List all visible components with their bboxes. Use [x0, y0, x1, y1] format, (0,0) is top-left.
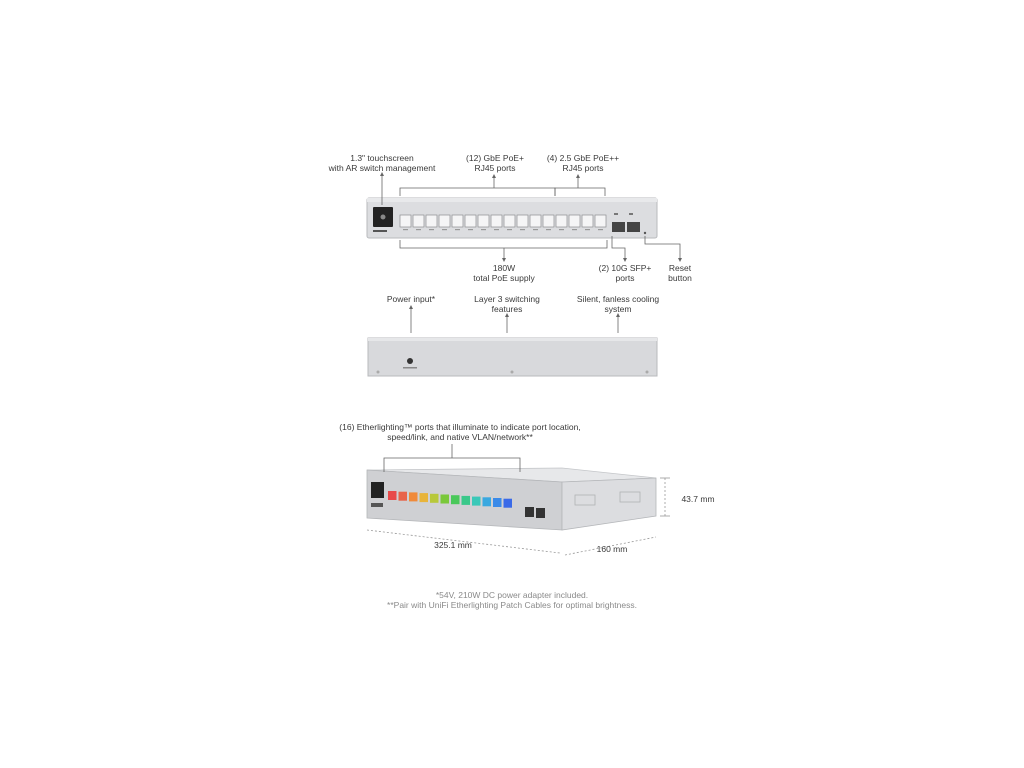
gbe-ports-label: (12) GbE PoE+ RJ45 ports [466, 153, 524, 173]
front-rj45-port [517, 215, 528, 227]
reset-pinhole [644, 232, 646, 234]
front-port-led [598, 229, 603, 230]
iso-etherlighting-port [462, 496, 471, 505]
front-port-led [468, 229, 473, 230]
front-port-led [585, 229, 590, 230]
front-rj45-port [504, 215, 515, 227]
front-rj45-port [582, 215, 593, 227]
iso-etherlighting-port [399, 492, 408, 501]
front-rj45-port [413, 215, 424, 227]
front-port-led [455, 229, 460, 230]
iso-etherlighting-port [451, 495, 460, 504]
iso-etherlighting-port [409, 492, 418, 501]
reset-button-label: Reset button [668, 263, 692, 283]
etherlighting-bracket [384, 444, 520, 472]
front-rj45-port [530, 215, 541, 227]
sfp-ports-label: (2) 10G SFP+ ports [598, 263, 652, 283]
front-port-led [416, 229, 421, 230]
front-port-led [494, 229, 499, 230]
iso-view-switch [367, 468, 656, 530]
width-dimension-label: 325.1 mm [434, 540, 472, 550]
iso-etherlighting-port [493, 498, 502, 507]
front-rj45-port [595, 215, 606, 227]
iso-etherlighting-port [430, 494, 439, 503]
cooling-label: Silent, fanless cooling system [576, 294, 660, 314]
front-port-led [572, 229, 577, 230]
front-rj45-port [439, 215, 450, 227]
gbe25-ports-label: (4) 2.5 GbE PoE++ RJ45 ports [546, 153, 620, 173]
front-rj45-port [543, 215, 554, 227]
front-view-switch [367, 198, 657, 238]
front-rj45-port [465, 215, 476, 227]
front-rj45-port [400, 215, 411, 227]
front-port-led [481, 229, 486, 230]
iso-etherlighting-port [504, 499, 513, 508]
front-port-led [442, 229, 447, 230]
poe-supply-label: 180W total PoE supply [473, 263, 535, 283]
layer3-label: Layer 3 switching features [474, 294, 540, 314]
iso-etherlighting-port [388, 491, 397, 500]
front-port-led [559, 229, 564, 230]
iso-etherlighting-port [472, 497, 481, 506]
front-port-led [546, 229, 551, 230]
iso-etherlighting-port [483, 497, 492, 506]
footnote-patch-cables: **Pair with UniFi Etherlighting Patch Cables for optimal brightness. [387, 600, 637, 610]
front-rj45-port [556, 215, 567, 227]
front-port-led [520, 229, 525, 230]
depth-dimension-label: 160 mm [596, 544, 628, 554]
iso-touchscreen [371, 482, 384, 498]
front-rj45-port [426, 215, 437, 227]
front-port-led [429, 229, 434, 230]
front-rj45-port [478, 215, 489, 227]
etherlighting-label: (16) Etherlighting™ ports that illuminate to indicate port location, speed/link, and native VLAN/network** [339, 422, 581, 442]
front-port-led [533, 229, 538, 230]
front-rj45-port [569, 215, 580, 227]
front-port-led [403, 229, 408, 230]
power-input-label: Power input* [386, 294, 436, 304]
touchscreen-label: 1.3" touchscreen with AR switch management [328, 153, 436, 173]
height-dimension-label: 43.7 mm [681, 494, 715, 504]
iso-etherlighting-port [420, 493, 429, 502]
iso-etherlighting-port [441, 495, 450, 504]
rear-view-switch [368, 338, 657, 376]
front-rj45-port [452, 215, 463, 227]
footnote-power-adapter: *54V, 210W DC power adapter included. [435, 590, 589, 600]
front-rj45-port [491, 215, 502, 227]
front-port-led [507, 229, 512, 230]
power-jack [407, 358, 413, 364]
